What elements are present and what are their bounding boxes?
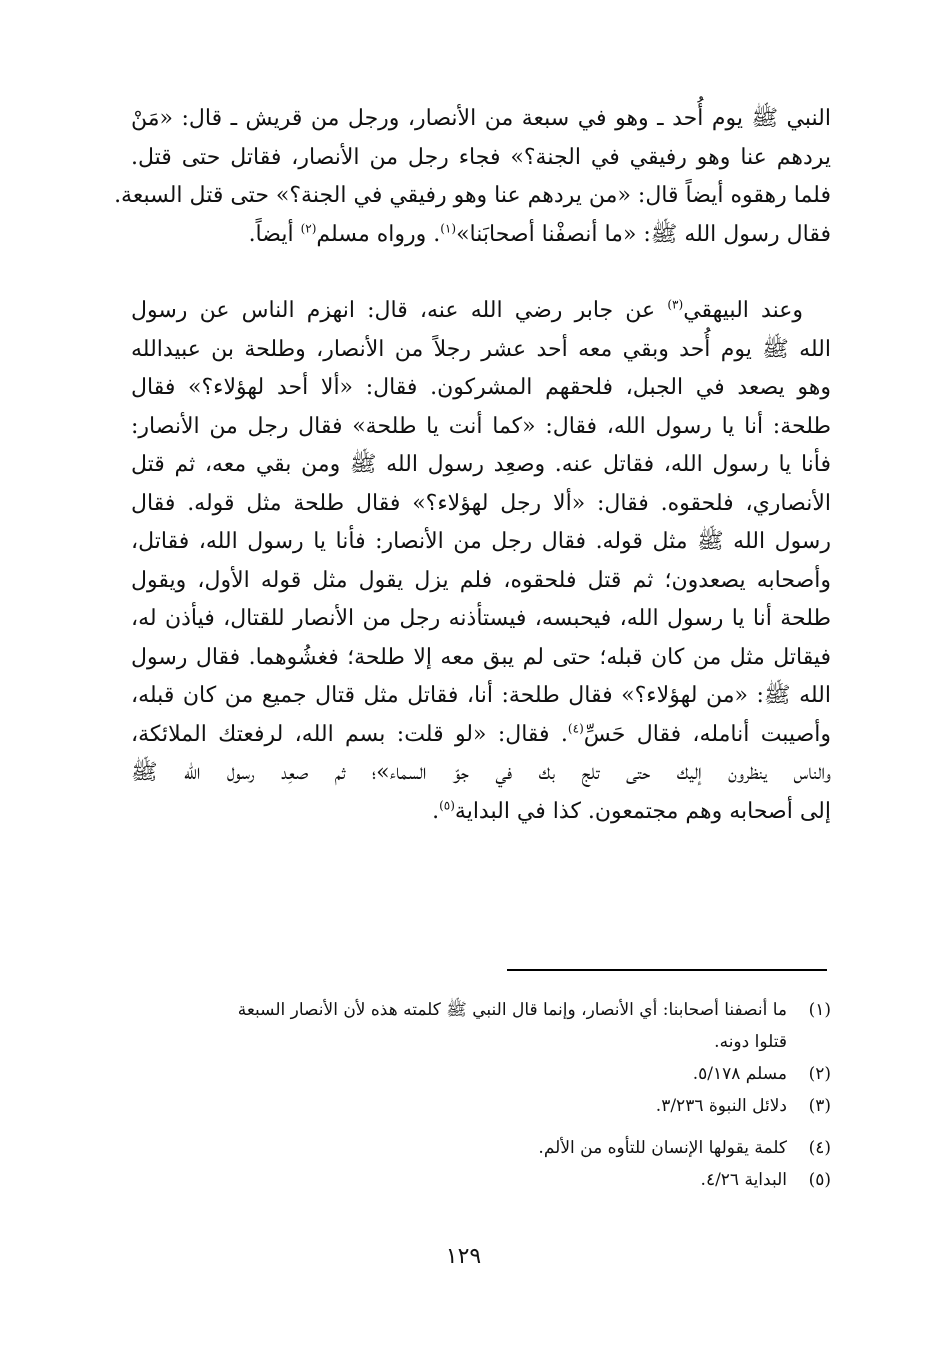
footnote-number: (١)	[808, 1000, 831, 1020]
footnote-text: مسلم ٥/١٧٨.	[692, 1064, 787, 1084]
text-line: والناس ينظرون إليك حتى تلج بك في جوّ السماء»؛ ثم صعِد رسول الله ﷺ	[131, 760, 831, 785]
footnote-item	[131, 994, 831, 1058]
text-segment: . ورواه مسلم	[316, 221, 441, 247]
footnote-item	[131, 1132, 831, 1164]
text-line: الله ﷺ: «من لهؤلاء؟» فقال طلحة: أنا، فقاتل مثل قتال جميع من كان قبله،	[131, 683, 831, 708]
footnote-ref[interactable]: (٢)	[300, 221, 317, 236]
text-segment: وعند البيهقي	[683, 298, 803, 323]
text-line: فأنا يا رسول الله، فقاتل عنه. وصعِد رسول الله ﷺ ومن بقي معه، ثم قتل	[131, 452, 831, 477]
paragraph-2	[131, 292, 831, 831]
text-line: فيقاتل مثل من كان قبله؛ حتى لم يبق معه إلا طلحة؛ فغشُوهما. فقال رسول	[131, 644, 831, 670]
footnote-text: كلمة يقولها الإنسان للتأوه من الألم.	[538, 1138, 787, 1158]
text-segment: فقال رسول الله ﷺ: «ما أنصفْنا أصحابَنا»	[456, 221, 831, 247]
paragraph-1	[114, 100, 831, 254]
text-line: الله ﷺ يوم أُحد وبقي معه أحد عشر رجلاً من الأنصار، وطلحة بن عبيدالله	[131, 336, 831, 362]
text-line: يردهم عنا وهو رفيقي في الجنة؟» فجاء رجل من الأنصار، فقاتل حتى قتل.	[131, 144, 831, 170]
footnote-line: ما أنصفنا أصحابنا: أي الأنصار، وإنما قال النبي ﷺ كلمته هذه لأن الأنصار السبعة	[237, 1000, 787, 1020]
footnote-number: (٣)	[808, 1096, 831, 1116]
text-segment: إلى أصحابه وهم مجتمعون. كذا في البداية	[454, 798, 831, 824]
text-line	[131, 216, 831, 255]
footnote-item	[131, 1090, 831, 1122]
text-line: وأصحابه يصعدون؛ ثم قتل فلحقوه، فلم يزل يقول مثل قوله الأول، ويقول	[131, 567, 831, 593]
text-line: طلحة أنا يا رسول الله، فيحبسه، فيستأذنه رجل من الأنصار للقتال، فيأذن له،	[131, 606, 831, 631]
footnote-text: دلائل النبوة ٣/٢٣٦.	[655, 1096, 787, 1116]
footnote-ref[interactable]: (٤)	[567, 721, 584, 736]
text-line: وهو يصعد في الجبل، فلحقهم المشركون. فقال: «ألا أحد لهؤلاء؟» فقال	[131, 375, 831, 400]
text-line	[131, 716, 831, 755]
footnote-spacer	[131, 1122, 831, 1132]
footnote-line: قتلوا دونه.	[714, 1032, 787, 1052]
text-segment: وأصيبت أنامله، فقال حَسِّ	[583, 721, 831, 747]
footnote-number: (٤)	[808, 1138, 831, 1158]
text-line: رسول الله ﷺ مثل قوله. فقال رجل من الأنصار: فأنا يا رسول الله، فقاتل،	[131, 529, 831, 554]
footnote-ref[interactable]: (٣)	[667, 297, 684, 312]
text-line: فلما رهقوه أيضاً قال: «من يردهم عنا وهو رفيقي في الجنة؟» حتى قتل السبعة.	[114, 183, 831, 208]
text-segment: أيضاً.	[248, 221, 301, 247]
footnote-text	[131, 994, 787, 1058]
footnote-text: البداية ٤/٢٦.	[700, 1170, 787, 1190]
text-line	[131, 793, 831, 832]
text-segment: عن جابر رضي الله عنه، قال: انهزم الناس عن رسول	[131, 298, 668, 323]
footnote-number: (٢)	[808, 1064, 831, 1084]
text-line: طلحة: أنا يا رسول الله، فقال: «كما أنت يا طلحة» فقال رجل من الأنصار:	[131, 413, 832, 439]
page-number: ١٢٩	[445, 1244, 482, 1269]
footnote-ref[interactable]: (٥)	[439, 798, 455, 813]
text-segment: . فقال: «لو قلت: بسم الله، لرفعتك الملائكة،	[131, 721, 568, 747]
footnote-item	[131, 1058, 831, 1090]
footnotes	[131, 994, 831, 1196]
text-line	[131, 292, 831, 331]
footnote-ref[interactable]: (١)	[440, 221, 457, 236]
text-line: الأنصاري، فلحقوه. فقال: «ألا رجل لهؤلاء؟» فقال طلحة مثل قوله. فقال	[131, 490, 831, 516]
footnote-item	[131, 1164, 831, 1196]
footnote-divider	[507, 969, 827, 971]
text-line: النبي ﷺ يوم أُحد ـ وهو في سبعة من الأنصار، ورجل من قريش ـ قال: «مَنْ	[131, 106, 831, 131]
footnote-number: (٥)	[808, 1170, 831, 1190]
text-segment: .	[432, 798, 440, 824]
